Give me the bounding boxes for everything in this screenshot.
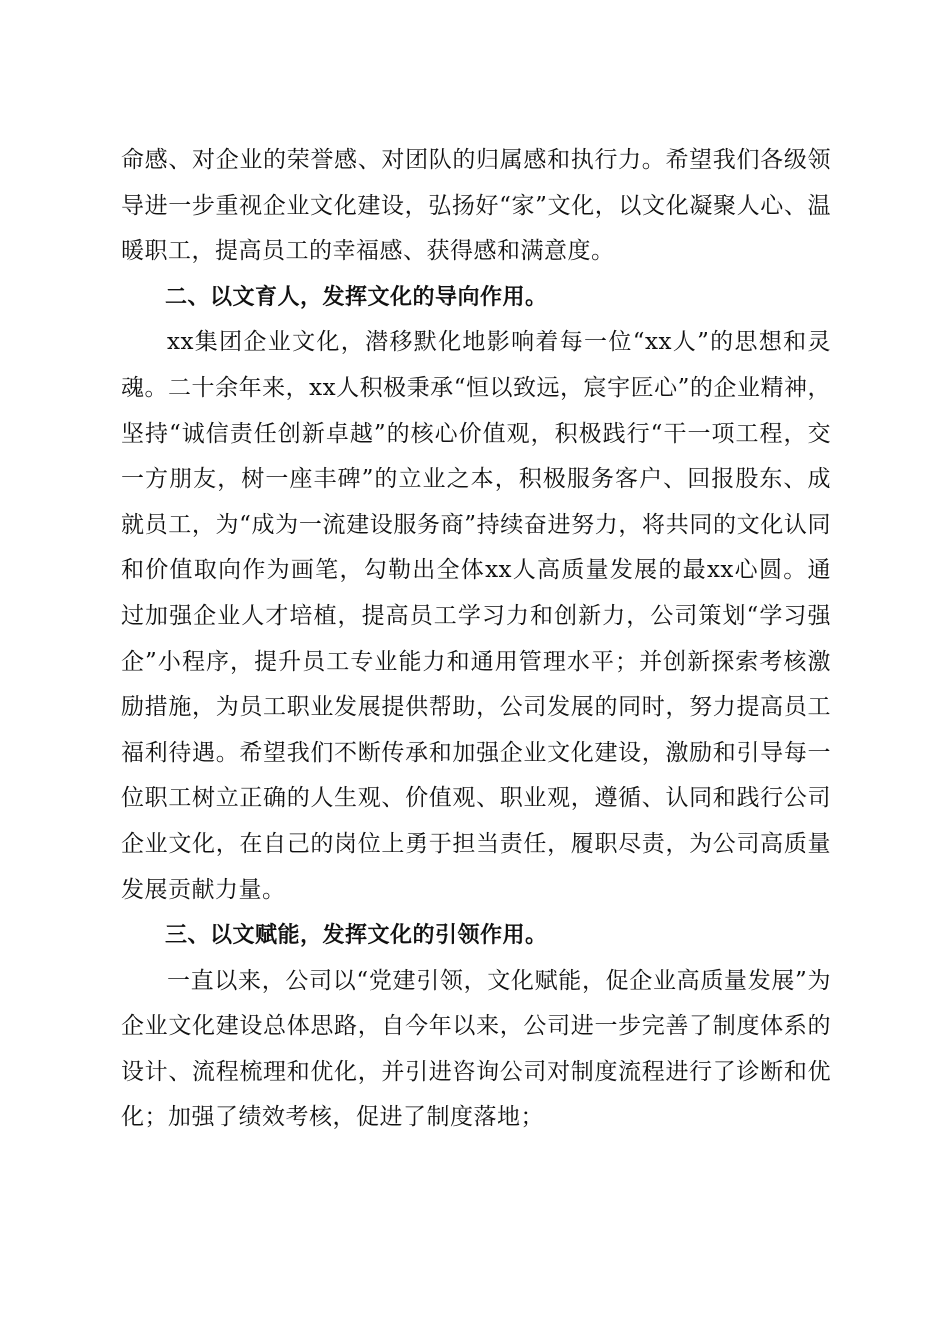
paragraph-section-3: 一直以来，公司以“党建引领，文化赋能，促企业高质量发展”为企业文化建设总体思路，自今年以来，公司进一步完善了制度体系的设计、流程梳理和优化，并引进咨询公司对制度流程进行了诊断和优化；加强了绩效考核，促进了制度落地； (121, 967, 831, 1131)
document-body (121, 138, 831, 1141)
paragraph-continuation: 命感、对企业的荣誉感、对团队的归属感和执行力。希望我们各级领导进一步重视企业文化建设，弘扬好“家”文化，以文化凝聚人心、温暖职工，提高员工的幸福感、获得感和满意度。 (121, 147, 831, 265)
section-heading-2: 二、以文育人，发挥文化的导向作用。 (165, 284, 548, 310)
section-heading-3: 三、以文赋能，发挥文化的引领作用。 (165, 923, 548, 949)
paragraph-section-2: xx集团企业文化，潜移默化地影响着每一位“xx人”的思想和灵魂。二十余年来，xx人积极秉承“恒以致远，宸宇匠心”的企业精神，坚持“诚信责任创新卓越”的核心价值观，积极践行“干一项工程，交一方朋友，树一座丰碑”的立业之本，积极服务客户、回报股东、成就员工，为“成为一流建设服务商”持续奋进努力，将共同的文化认同和价值取向作为画笔，勾勒出全体xx人高质量发展的最xx心圆。通过加强企业人才培植，提高员工学习力和创新力，公司策划“学习强企”小程序，提升员工专业能力和通用管理水平；并创新探索考核激励措施，为员工职业发展提供帮助，公司发展的同时，努力提高员工福利待遇。希望我们不断传承和加强企业文化建设，激励和引导每一位职工树立正确的人生观、价值观、职业观，遵循、认同和践行公司企业文化，在自己的岗位上勇于担当责任，履职尽责，为公司高质量发展贡献力量。 (121, 329, 831, 903)
